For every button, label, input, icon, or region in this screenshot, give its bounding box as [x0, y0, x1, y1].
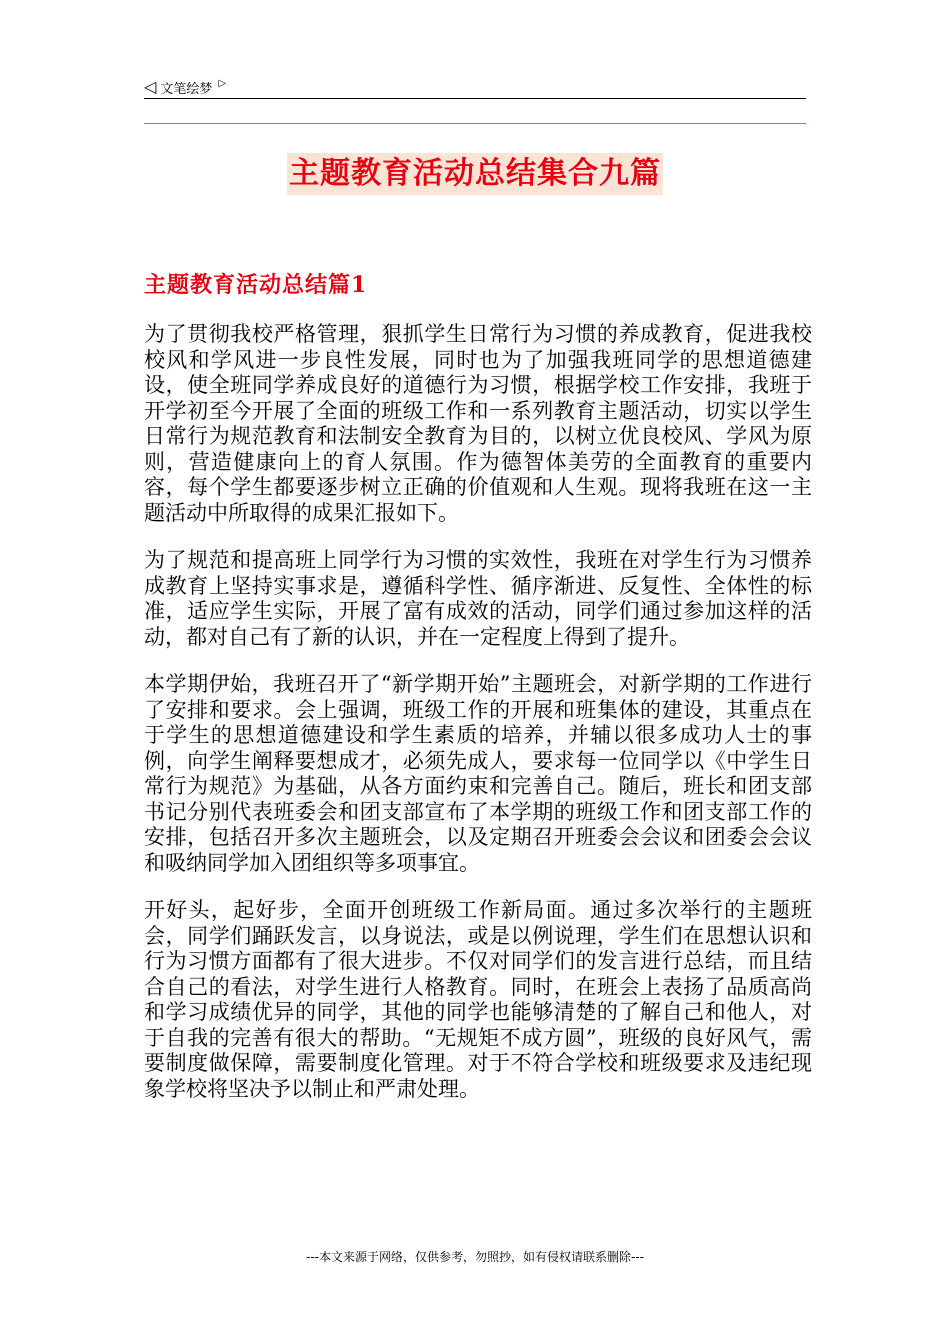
- section-heading: 主题教育活动总结篇1: [144, 272, 368, 298]
- header-logo-text: 文笔绘梦: [160, 81, 213, 97]
- triangle-right-icon: ▷: [218, 78, 227, 89]
- paragraph: 为了规范和提高班上同学行为习惯的实效性，我班在对学生行为习惯养成教育上坚持实事求是，遵循科学性、循序渐进、反复性、全体性的标准，适应学生实际，开展了富有成效的活动，同学们通过参加这样的活动，都对自己有了新的认识，并在一定程度上得到了提升。: [144, 548, 812, 649]
- body-text: [144, 322, 812, 1124]
- footer-disclaimer: ---本文来源于网络，仅供参考，勿照抄，如有侵权请联系删除---: [306, 1250, 644, 1264]
- header-divider: [144, 123, 806, 124]
- paragraph: 本学期伊始，我班召开了“新学期开始”主题班会，对新学期的工作进行了安排和要求。会上强调，班级工作的开展和班集体的建设，其重点在于学生的思想道德建设和学生素质的培养，并辅以很多成功人士的事例，向学生阐释要想成才，必须先成人，要求每一位同学以《中学生日常行为规范》为基础，从各方面约束和完善自己。随后，班长和团支部书记分别代表班委会和团支部宣布了本学期的班级工作和团支部工作的安排，包括召开多次主题班会，以及定期召开班委会会议和团委会会议和吸纳同学加入团组织等多项事宜。: [144, 672, 812, 875]
- title-wrapper: [0, 153, 950, 195]
- document-header: [144, 76, 806, 99]
- page-title: 主题教育活动总结集合九篇: [287, 153, 663, 195]
- paragraph: 开好头，起好步，全面开创班级工作新局面。通过多次举行的主题班会，同学们踊跃发言，以身说法，或是以例说理，学生们在思想认识和行为习惯方面都有了很大进步。不仅对同学们的发言进行总结，而且结合自己的看法，对学生进行人格教育。同时，在班会上表扬了品质高尚和学习成绩优异的同学，其他的同学也能够清楚的了解自己和他人，对于自我的完善有很大的帮助。“无规矩不成方圆”，班级的良好风气，需要制度做保障，需要制度化管理。对于不符合学校和班级要求及违纪现象学校将坚决予以制止和严肃处理。: [144, 898, 812, 1101]
- paragraph: 为了贯彻我校严格管理，狠抓学生日常行为习惯的养成教育，促进我校校风和学风进一步良性发展，同时也为了加强我班同学的思想道德建设，使全班同学养成良好的道德行为习惯，根据学校工作安排，我班于开学初至今开展了全面的班级工作和一系列教育主题活动，切实以学生日常行为规范教育和法制安全教育为目的，以树立优良校风、学风为原则，营造健康向上的育人氛围。作为德智体美劳的全面教育的重要内容，每个学生都要逐步树立正确的价值观和人生观。现将我班在这一主题活动中所取得的成果汇报如下。: [144, 322, 812, 525]
- triangle-left-icon: ◁: [144, 77, 157, 96]
